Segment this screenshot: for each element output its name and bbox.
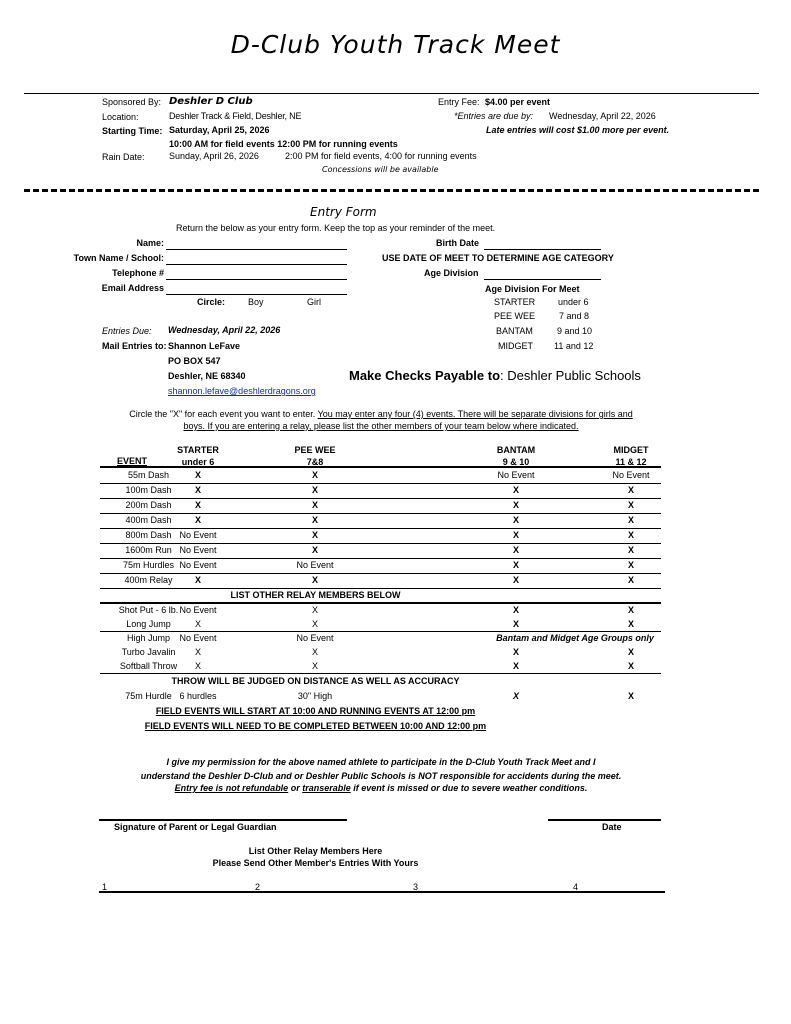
town-label: Town Name / School: <box>73 253 164 263</box>
event-entry-x[interactable]: X <box>311 661 318 671</box>
circle-note-2: boys. If you are entering a relay, please list the other members of your team below where indicated. <box>183 421 579 431</box>
event-entry-x[interactable]: X <box>512 515 519 525</box>
concessions: Concessions will be available <box>322 165 439 174</box>
event-name: 400m Dash <box>125 515 172 525</box>
event-entry-x[interactable]: X <box>512 647 519 657</box>
due-date: Wednesday, April 22, 2026 <box>549 111 656 121</box>
cut-line <box>24 189 759 192</box>
birth-label: Birth Date <box>436 238 480 248</box>
signature-line[interactable] <box>99 819 347 821</box>
location-label: Location: <box>102 112 139 122</box>
circle-label: Circle: <box>197 297 226 307</box>
age-table-heading: Age Division For Meet <box>485 284 580 294</box>
relay-member-number: 4 <box>573 882 579 892</box>
mail-city: Deshler, NE 68340 <box>168 371 246 381</box>
birth-field[interactable] <box>484 249 601 250</box>
checks-rest: : Deshler Public Schools <box>500 368 641 383</box>
field-start-note: FIELD EVENTS WILL START AT 10:00 AND RUNNING EVENTS AT 12:00 pm <box>155 706 476 716</box>
row-divider <box>100 543 661 544</box>
event-entry-x[interactable]: X <box>311 619 318 629</box>
date-line[interactable] <box>548 819 661 821</box>
relay-member-number: 2 <box>255 882 261 892</box>
throw-note: THROW WILL BE JUDGED ON DISTANCE AS WELL AS ACCURACY <box>171 676 460 686</box>
late-fee: Late entries will cost $1.00 more per event. <box>486 125 670 135</box>
column-subheader: 11 & 12 <box>615 457 647 467</box>
event-entry-x[interactable]: X <box>512 500 519 510</box>
event-entry-x[interactable]: X <box>512 560 519 570</box>
checks-payable <box>349 368 641 383</box>
event-header: EVENT <box>117 456 148 466</box>
town-field[interactable] <box>166 264 347 265</box>
table-top-rule <box>100 466 661 468</box>
start-times: 10:00 AM for field events 12:00 PM for running events <box>169 139 398 149</box>
event-entry-x[interactable]: X <box>194 661 201 671</box>
event-entry-x[interactable]: X <box>512 661 519 671</box>
permission-or: or <box>288 783 303 793</box>
event-entry-x[interactable]: X <box>311 485 318 495</box>
fee: $4.00 per event <box>485 97 551 107</box>
column-subheader: under 6 <box>181 457 215 467</box>
due-label: *Entries are due by: <box>454 111 534 121</box>
signature-label: Signature of Parent or Legal Guardian <box>114 822 277 832</box>
permission-rest: if event is missed or due to severe weather conditions. <box>350 783 588 793</box>
event-entry-x[interactable]: X <box>311 545 318 555</box>
age-range: 7 and 8 <box>559 311 590 321</box>
row-divider <box>100 513 661 514</box>
instructions: Return the below as your entry form. Keep the top as your reminder of the meet. <box>176 223 496 233</box>
row-divider <box>100 528 661 529</box>
event-entry-x[interactable]: X <box>627 560 634 570</box>
location: Deshler Track & Field, Deshler, NE <box>169 111 302 121</box>
refund-note: Entry fee is not refundable <box>174 783 289 793</box>
event-name: 400m Relay <box>124 575 173 585</box>
event-entry-x[interactable]: X <box>627 661 634 671</box>
column-subheader: 7&8 <box>306 457 324 467</box>
event-entry-x[interactable]: X <box>627 545 634 555</box>
column-header: STARTER <box>177 445 219 455</box>
event-entry-x[interactable]: X <box>627 515 634 525</box>
boy-option[interactable]: Boy <box>248 297 264 307</box>
circle-note-1 <box>0 409 762 419</box>
event-entry-x[interactable]: X <box>311 530 318 540</box>
event-cell: 6 hurdles <box>179 691 217 701</box>
event-entry-x[interactable]: X <box>194 575 201 585</box>
event-entry-x[interactable]: X <box>311 515 318 525</box>
age-name: STARTER <box>494 297 536 307</box>
row-divider <box>100 498 661 499</box>
phone-field[interactable] <box>166 279 347 280</box>
event-cell: No Event <box>612 470 650 480</box>
event-entry-x[interactable]: X <box>627 530 634 540</box>
name-field[interactable] <box>166 249 347 250</box>
event-name: 75m Hurdles <box>122 560 175 570</box>
event-name: 800m Dash <box>125 530 172 540</box>
event-name: 1600m Run <box>125 545 172 555</box>
entries-due-date: Wednesday, April 22, 2026 <box>168 325 281 335</box>
event-name: 200m Dash <box>125 500 172 510</box>
event-entry-x[interactable]: X <box>194 500 201 510</box>
mail-name: Shannon LeFave <box>168 341 241 351</box>
event-entry-x[interactable]: X <box>194 515 201 525</box>
email-label: Email Address <box>101 283 164 293</box>
row-divider <box>100 588 661 589</box>
checks-bold: Make Checks Payable to <box>349 368 501 383</box>
girl-option[interactable]: Girl <box>307 297 321 307</box>
section-rule <box>100 673 661 674</box>
event-name: High Jump <box>126 633 171 643</box>
event-entry-x[interactable]: X <box>311 470 318 480</box>
field-complete-note: FIELD EVENTS WILL NEED TO BE COMPLETED BETWEEN 10:00 AND 12:00 pm <box>144 721 487 731</box>
event-entry-x[interactable]: X <box>194 485 201 495</box>
rain-date: Sunday, April 26, 2026 <box>169 151 259 161</box>
event-cell: No Event <box>179 530 217 540</box>
event-entry-x[interactable]: X <box>627 575 634 585</box>
event-entry-x[interactable]: X <box>512 575 519 585</box>
age-range: 11 and 12 <box>554 341 594 351</box>
row-divider <box>100 558 661 559</box>
event-cell: No Event <box>179 605 217 615</box>
event-name: 100m Dash <box>125 485 172 495</box>
relay-note: LIST OTHER RELAY MEMBERS BELOW <box>230 590 401 600</box>
age-name: PEE WEE <box>494 311 536 321</box>
event-entry-x[interactable]: X <box>512 530 519 540</box>
column-header: MIDGET <box>613 445 649 455</box>
age-div-field[interactable] <box>484 279 601 280</box>
event-name: 75m Hurdle <box>125 691 172 701</box>
age-range: 9 and 10 <box>557 326 593 336</box>
email-field[interactable] <box>166 294 347 295</box>
event-cell: No Event <box>179 633 217 643</box>
row-divider <box>100 483 661 484</box>
fee-label: Entry Fee: <box>438 97 480 107</box>
column-subheader: 9 & 10 <box>502 457 530 467</box>
relay-member-number: 1 <box>102 882 108 892</box>
sponsored-label: Sponsored By: <box>102 97 162 107</box>
divider <box>24 93 759 94</box>
event-entry-x[interactable]: X <box>627 485 634 495</box>
phone-label: Telephone # <box>112 268 164 278</box>
event-entry-x[interactable]: X <box>627 605 634 615</box>
event-name: 55m Dash <box>127 470 170 480</box>
event-entry-x[interactable]: X <box>311 500 318 510</box>
event-entry-x[interactable]: X <box>311 605 318 615</box>
row-divider <box>100 573 661 574</box>
mail-email-link[interactable]: shannon.lefave@deshlerdragons.org <box>168 386 316 396</box>
start-date: Saturday, April 25, 2026 <box>169 125 270 135</box>
event-entry-x[interactable]: X <box>512 605 519 615</box>
circle-note-part2: You may enter any four (4) events. There will be separate divisions for girls and <box>317 409 633 419</box>
rain-times: 2:00 PM for field events, 4:00 for running events <box>285 151 477 161</box>
age-name: MIDGET <box>498 341 533 351</box>
transfer-note: transerable <box>302 783 351 793</box>
rain-label: Rain Date: <box>102 152 145 162</box>
event-entry-x[interactable]: X <box>627 619 634 629</box>
event-cell: 30" High <box>297 691 333 701</box>
page-title: D-Club Youth Track Meet <box>230 30 561 59</box>
event-entry-x[interactable]: X <box>311 647 318 657</box>
start-label: Starting Time: <box>102 126 163 136</box>
age-div-label: Age Division <box>424 268 479 278</box>
age-group-note: Bantam and Midget Age Groups only <box>496 633 654 643</box>
event-name: Turbo Javalin <box>121 647 176 657</box>
event-entry-x[interactable]: X <box>627 691 634 701</box>
event-entry-x[interactable]: X <box>194 647 201 657</box>
relay-members-note: Please Send Other Member's Entries With Yours <box>212 858 419 868</box>
column-header: PEE WEE <box>294 445 336 455</box>
permission-line1: I give my permission for the above named athlete to participate in the D-Club Youth Track Meet and I <box>166 757 596 767</box>
entry-form-heading: Entry Form <box>310 205 377 219</box>
permission-line2: understand the Deshler D-Club and or Deshler Public Schools is NOT responsible for accidents during the meet. <box>140 771 622 781</box>
column-header: BANTAM <box>496 445 536 455</box>
event-entry-x[interactable]: X <box>194 470 201 480</box>
section-rule <box>100 602 661 604</box>
mail-box: PO BOX 547 <box>168 356 221 366</box>
event-entry-x[interactable]: X <box>512 545 519 555</box>
event-cell: No Event <box>179 560 217 570</box>
event-entry-x[interactable]: X <box>194 619 201 629</box>
event-entry-x[interactable]: X <box>627 500 634 510</box>
mail-label: Mail Entries to: <box>102 341 167 351</box>
date-label: Date <box>602 822 622 832</box>
circle-note-part1: Circle the "X" for each event you want to enter. <box>129 409 318 419</box>
event-cell: No Event <box>296 633 334 643</box>
event-cell: No Event <box>296 560 334 570</box>
age-range: under 6 <box>558 297 589 307</box>
relay-member-number: 3 <box>413 882 419 892</box>
event-name: Softball Throw <box>119 661 178 671</box>
sponsor: Deshler D Club <box>169 96 253 107</box>
event-entry-x[interactable]: X <box>311 575 318 585</box>
event-entry-x[interactable]: X <box>512 619 519 629</box>
entries-due-label: Entries Due: <box>102 326 152 336</box>
name-label: Name: <box>136 238 164 248</box>
age-name: BANTAM <box>496 326 533 336</box>
event-name: Long Jump <box>126 619 171 629</box>
event-name: Shot Put - 6 lb. <box>118 605 179 615</box>
relay-members-heading: List Other Relay Members Here <box>248 846 383 856</box>
event-cell: No Event <box>179 545 217 555</box>
event-entry-x[interactable]: X <box>512 691 519 701</box>
row-divider <box>100 631 661 632</box>
use-date-note: USE DATE OF MEET TO DETERMINE AGE CATEGORY <box>382 253 614 263</box>
event-entry-x[interactable]: X <box>627 647 634 657</box>
relay-members-line[interactable] <box>99 891 665 893</box>
permission-line3 <box>0 783 762 793</box>
event-cell: No Event <box>497 470 535 480</box>
event-entry-x[interactable]: X <box>512 485 519 495</box>
